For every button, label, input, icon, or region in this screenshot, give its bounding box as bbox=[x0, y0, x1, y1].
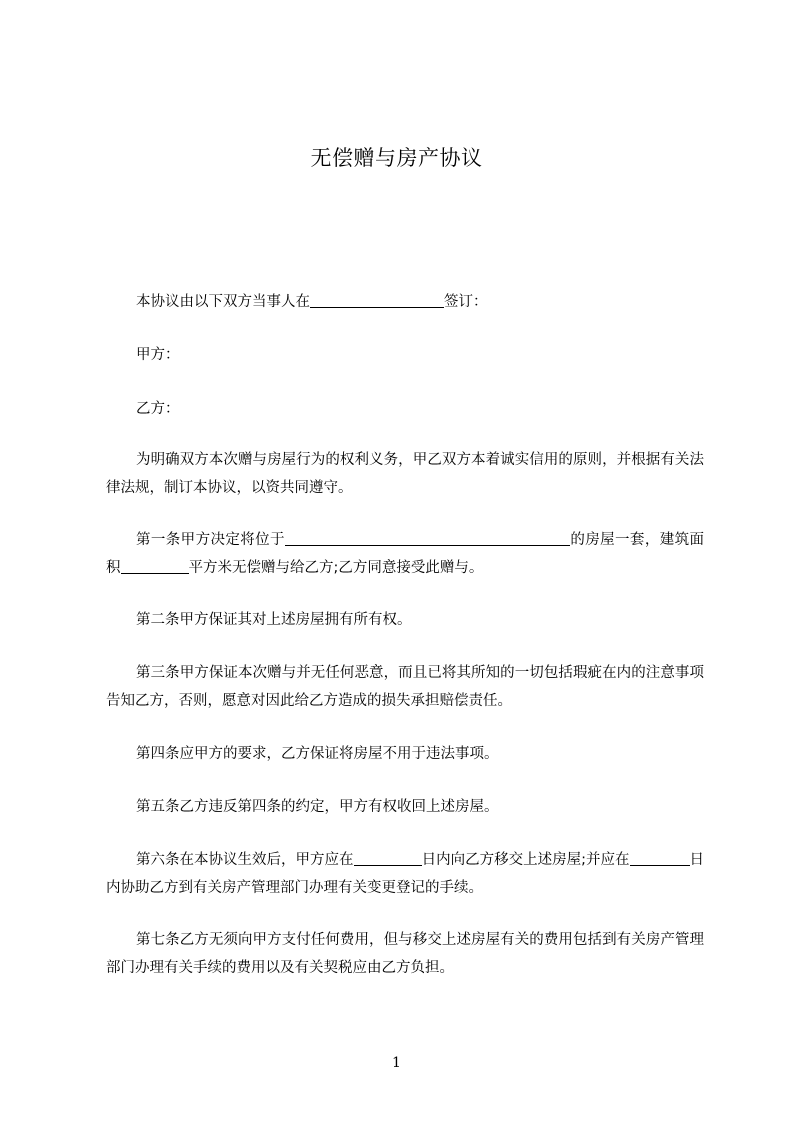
article-1-text-1: 第一条甲方决定将位于 bbox=[136, 532, 285, 548]
registration-days-blank bbox=[630, 849, 690, 866]
floor-area-blank bbox=[121, 557, 189, 574]
intro-paragraph bbox=[106, 288, 704, 316]
property-location-blank bbox=[285, 529, 570, 546]
article-6-text-1: 第六条在本协议生效后，甲方应在 bbox=[136, 852, 354, 868]
article-2: 第二条甲方保证其对上述房屋拥有所有权。 bbox=[136, 612, 412, 628]
party-b-line: 乙方： bbox=[136, 401, 180, 417]
intro-text-before: 本协议由以下双方当事人在 bbox=[136, 294, 310, 310]
article-7: 第七条乙方无须向甲方支付任何费用，但与移交上述房屋有关的费用包括到有关房产管理部门办理有关手续的费用以及有关契税应由乙方负担。 bbox=[106, 932, 704, 976]
article-6-text-3: 日内协助乙方到有关房产管理部门办理有关变更登记的手续。 bbox=[106, 852, 705, 896]
signing-place-blank bbox=[310, 291, 444, 308]
article-6 bbox=[106, 846, 704, 902]
handover-days-blank bbox=[354, 849, 422, 866]
page-number: 1 bbox=[392, 1055, 401, 1071]
document-title: 无偿赠与房产协议 bbox=[310, 146, 483, 170]
article-6-text-2: 日内向乙方移交上述房屋;并应在 bbox=[421, 852, 630, 868]
party-a-line: 甲方： bbox=[136, 347, 180, 363]
article-5: 第五条乙方违反第四条的约定，甲方有权收回上述房屋。 bbox=[136, 799, 499, 815]
intro-text-after: 签订： bbox=[444, 294, 488, 310]
article-3: 第三条甲方保证本次赠与并无任何恶意，而且已将其所知的一切包括瑕疵在内的注意事项告知乙方，否则，愿意对因此给乙方造成的损失承担赔偿责任。 bbox=[106, 665, 704, 709]
article-1 bbox=[106, 526, 704, 582]
article-1-text-2: 的房屋一套，建筑面积 bbox=[106, 532, 705, 576]
article-4: 第四条应甲方的要求，乙方保证将房屋不用于违法事项。 bbox=[136, 746, 499, 762]
preamble-paragraph: 为明确双方本次赠与房屋行为的权利义务，甲乙双方本着诚实信用的原则，并根据有关法律法规，制订本协议，以资共同遵守。 bbox=[106, 452, 704, 496]
article-1-text-3: 平方米无偿赠与给乙方;乙方同意接受此赠与。 bbox=[188, 560, 484, 576]
